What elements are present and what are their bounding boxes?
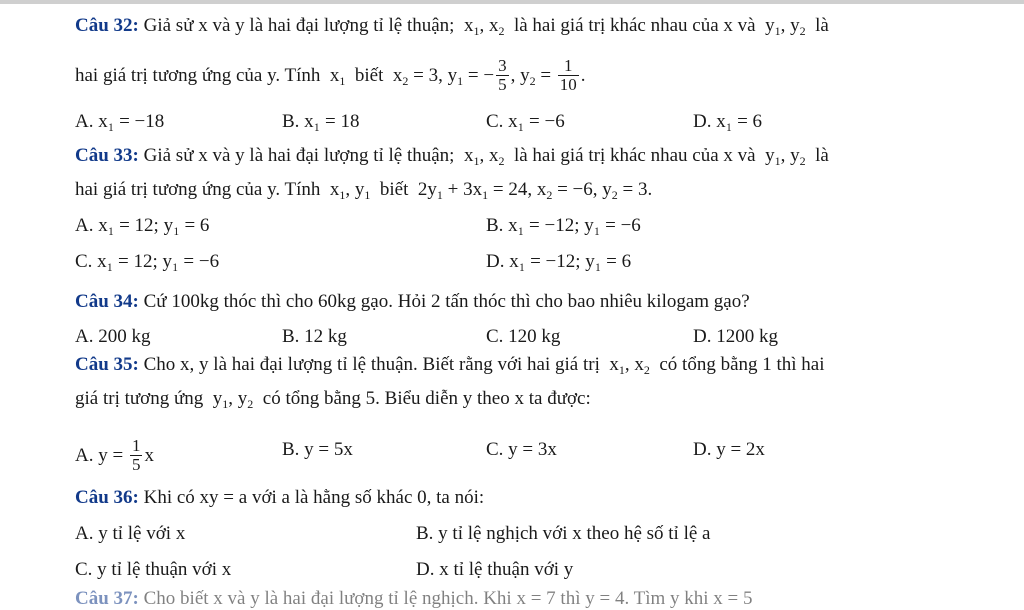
q32-x1x2: $x_1$, $x_2$ xyxy=(459,15,505,38)
q32-line2-mid: biết xyxy=(354,64,384,86)
q32-line1-end: là xyxy=(815,15,829,36)
q35-option-a[interactable]: A. y = $\frac{1}{5}$ x xyxy=(75,436,154,474)
q32-line1 xyxy=(75,14,829,38)
q34-label: Câu 34: xyxy=(75,291,139,312)
q35-label: Câu 35: xyxy=(75,354,139,375)
top-edge xyxy=(0,0,1024,4)
q33-y1y2: $y_1$, $y_2$ xyxy=(760,145,806,168)
q33-line2-text: hai giá trị tương ứng của y. Tính xyxy=(75,179,321,200)
q36-option-b[interactable]: B. y tỉ lệ nghịch với x theo hệ số tỉ lệ a xyxy=(416,523,711,544)
q33-option-d[interactable]: D. x₁ = −12; y₁ = 6 xyxy=(486,251,632,272)
q34-option-c[interactable]: C. 120 kg xyxy=(486,326,561,347)
q33-line2-mid: biết xyxy=(379,179,409,200)
q32-option-a[interactable]: A. x₁ = −18 xyxy=(75,111,165,132)
q34-line xyxy=(75,290,750,314)
q35-line1-end: có tổng bằng 1 thì hai xyxy=(659,354,825,375)
q36-option-d[interactable]: D. x tỉ lệ thuận với y xyxy=(416,559,574,580)
q32-line2-text: hai giá trị tương ứng của y. Tính xyxy=(75,64,321,86)
q33-x1y1: $x_1$, $y_1$ xyxy=(325,179,371,202)
q35-line1-text: Cho x, y là hai đại lượng tỉ lệ thuận. Biết rằng với hai giá trị xyxy=(143,354,600,375)
q36-text: Khi có xy = a với a là hằng số khác 0, ta nói: xyxy=(143,487,485,508)
q32-label: Câu 32: xyxy=(75,15,139,36)
q35-option-b[interactable]: B. y = 5x xyxy=(282,439,353,460)
q35-option-d[interactable]: D. y = 2x xyxy=(693,439,765,460)
q37-partial-line xyxy=(75,588,753,610)
q33-line1 xyxy=(75,144,829,168)
q34-option-b[interactable]: B. 12 kg xyxy=(282,326,347,347)
q33-option-a[interactable]: A. x₁ = 12; y₁ = 6 xyxy=(75,215,210,236)
q35-line1 xyxy=(75,353,825,377)
q36-option-a[interactable]: A. y tỉ lệ với x xyxy=(75,523,186,544)
q35-y1y2: $y_1$, $y_2$ xyxy=(208,388,254,411)
q37-text: Cho biết x và y là hai đại lượng tỉ lệ nghịch. Khi x = 7 thì y = 4. Tìm y khi x = 5 xyxy=(143,588,753,609)
q35-line2-end: có tổng bằng 5. Biểu diễn y theo x ta được: xyxy=(262,388,591,409)
q34-option-d[interactable]: D. 1200 kg xyxy=(693,326,778,347)
q35-x1x2: $x_1$, $x_2$ xyxy=(604,354,650,377)
q36-option-c[interactable]: C. y tỉ lệ thuận với x xyxy=(75,559,232,580)
q32-option-c[interactable]: C. x₁ = −6 xyxy=(486,111,565,132)
q36-label: Câu 36: xyxy=(75,487,139,508)
q34-option-a[interactable]: A. 200 kg xyxy=(75,326,151,347)
q32-y1y2: $y_1$, $y_2$ xyxy=(760,15,806,38)
q33-line1-end: là xyxy=(815,145,829,166)
q36-line xyxy=(75,486,484,510)
q32-x1: $x_1$ xyxy=(325,64,346,88)
q32-line1-mid: là hai giá trị khác nhau của x và xyxy=(513,15,756,36)
q37-label: Câu 37: xyxy=(75,588,139,609)
q35-option-c[interactable]: C. y = 3x xyxy=(486,439,557,460)
q35-line2-text: giá trị tương ứng xyxy=(75,388,204,409)
q32-line1-text: Giả sử x và y là hai đại lượng tỉ lệ thuận; xyxy=(143,15,455,36)
q33-label: Câu 33: xyxy=(75,145,139,166)
q33-x1x2: $x_1$, $x_2$ xyxy=(459,145,505,168)
q32-given-values: $x_2 = 3$, $y_1$ = − $\frac{3}{5}$ , $y_2$ = $\frac{1}{10}$ . xyxy=(388,56,586,94)
q33-line1-text: Giả sử x và y là hai đại lượng tỉ lệ thuận; xyxy=(143,145,455,166)
q33-option-c[interactable]: C. x₁ = 12; y₁ = −6 xyxy=(75,251,220,272)
q32-option-d[interactable]: D. x₁ = 6 xyxy=(693,111,763,132)
q34-text: Cứ 100kg thóc thì cho 60kg gạo. Hỏi 2 tấn thóc thì cho bao nhiêu kilogam gạo? xyxy=(143,291,750,312)
q35-line2 xyxy=(75,387,591,411)
q32-line2 xyxy=(75,58,586,95)
q33-given-values: $2y_1 + 3x_1 = 24$, $x_2 = -6$, $y_2 = 3$. xyxy=(413,179,653,202)
q33-line2 xyxy=(75,178,652,202)
q33-line1-mid: là hai giá trị khác nhau của x và xyxy=(513,145,756,166)
q33-option-b[interactable]: B. x₁ = −12; y₁ = −6 xyxy=(486,215,641,236)
q32-option-b[interactable]: B. x₁ = 18 xyxy=(282,111,360,132)
